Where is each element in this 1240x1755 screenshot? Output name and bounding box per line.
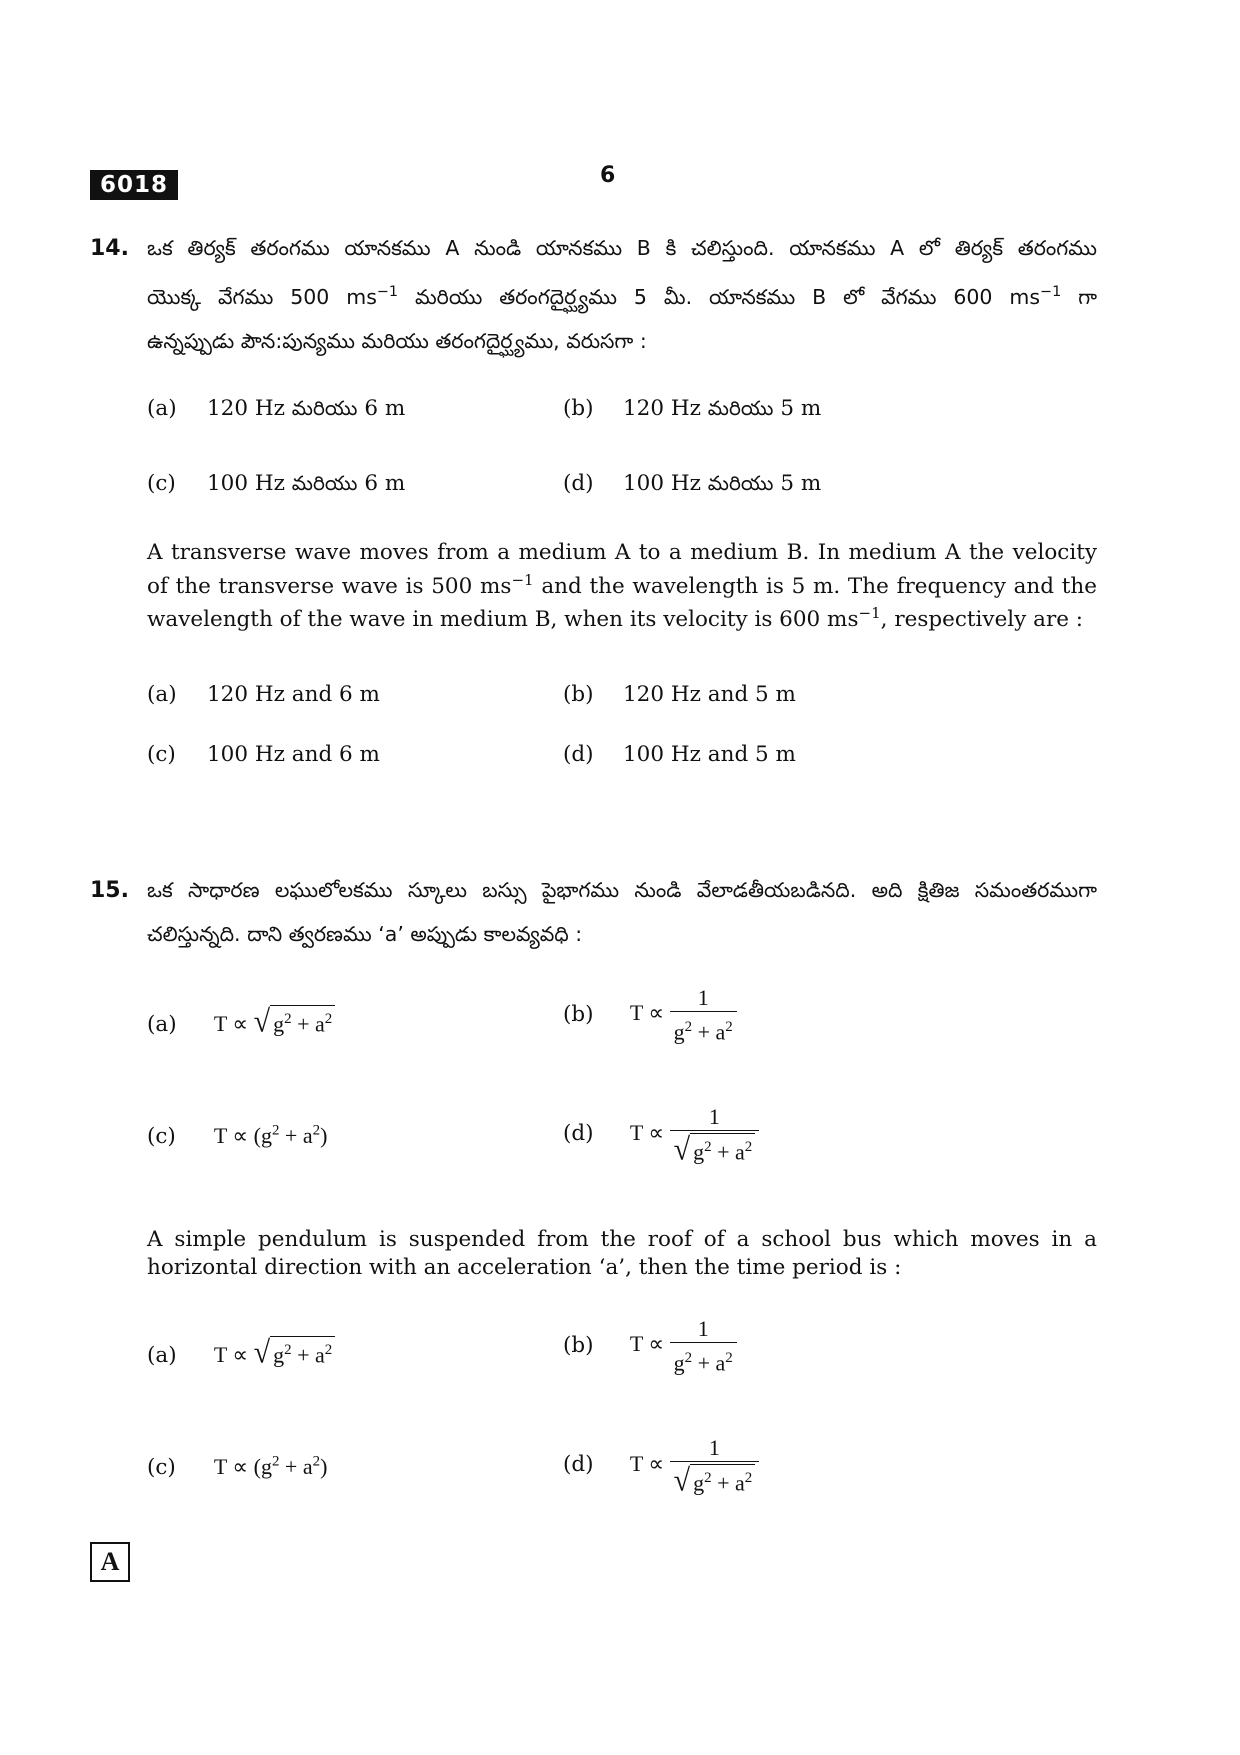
symbol-T: T [213, 1454, 227, 1480]
q15-set1-option-a[interactable] [147, 1004, 335, 1040]
q14-english-option-a[interactable] [147, 682, 380, 707]
q14-telugu-option-a[interactable] [147, 396, 405, 425]
option-conjunction: మరియు [707, 396, 774, 420]
q14-telugu-line-2-part-c: గా [1061, 284, 1098, 309]
exponent-2: 2 [312, 1454, 321, 1470]
plus-symbol: + [284, 1123, 298, 1149]
proportional-symbol: ∝ [232, 1011, 249, 1037]
q14-english-sup-2: −1 [858, 604, 881, 623]
formula-sqrt-sum [213, 1335, 335, 1371]
q14-english-option-c[interactable] [147, 742, 380, 767]
fraction [670, 1435, 760, 1499]
square-root: √ $g^2 + a^2$ [254, 1005, 336, 1037]
q14-telugu-line-2-part-a: యొక్క వేగము 500 ms [147, 284, 377, 309]
symbol-T: T [629, 1450, 643, 1476]
formula-inverse-sum [629, 985, 737, 1045]
plus-symbol: + [717, 1470, 730, 1496]
option-label: (d) [563, 471, 594, 496]
right-paren: ) [320, 1454, 328, 1480]
option-label: (a) [147, 396, 177, 421]
fraction [670, 985, 737, 1045]
plus-symbol: + [284, 1454, 298, 1480]
plus-symbol: + [697, 1350, 711, 1376]
numerator: 1 [697, 1316, 709, 1341]
q15-set2-option-d[interactable] [563, 1435, 759, 1499]
option-value: 120 Hz [207, 396, 285, 421]
q14-english-part-2: and the wavelength is 5 m. The frequency and the wavelength of the wave in medium B, when its velocity is 600 ms [147, 573, 1097, 633]
q14-telugu-option-c[interactable] [147, 471, 405, 500]
option-text: 120 Hz and 6 m [207, 682, 380, 707]
left-paren: ( [253, 1123, 261, 1149]
option-label: (b) [563, 682, 594, 707]
exponent-2: 2 [704, 1139, 712, 1155]
exponent-2: 2 [284, 1342, 292, 1358]
square-root: √ $g^2 + a^2$ [674, 1464, 756, 1496]
square-root: √ $g^2 + a^2$ [674, 1133, 756, 1165]
option-label: (c) [147, 1455, 176, 1481]
option-label: (a) [147, 682, 177, 707]
option-label: (b) [563, 1332, 594, 1358]
right-paren: ) [320, 1123, 328, 1149]
q14-telugu-option-d[interactable] [563, 471, 821, 500]
symbol-g: g [673, 1350, 685, 1376]
option-label: (b) [563, 1001, 594, 1027]
option-conjunction: మరియు [291, 471, 358, 495]
numerator: 1 [708, 1104, 720, 1129]
option-value: 100 Hz [207, 471, 285, 496]
formula-inverse-sum [629, 1316, 737, 1376]
q14-telugu-line-2 [147, 270, 1097, 319]
denominator [670, 1130, 760, 1168]
symbol-T: T [213, 1011, 227, 1037]
page-number: 6 [600, 163, 616, 188]
q14-telugu-line-3: ఉన్నప్పుడు పౌన:పున్యము మరియు తరంగదైర్ఘ్యము, వరుసగా : [147, 328, 647, 353]
plus-symbol: + [297, 1011, 310, 1037]
q15-telugu-line-1: ఒక సాధారణ లఘులోలకము స్కూలు బస్సు పైభాగము నుండి వేలాడతీయబడినది. అది క్షితిజ సమంతరముగా [147, 878, 1097, 902]
q14-telugu-sup-2: −1 [1040, 284, 1062, 300]
q14-english-part-1: A transverse wave moves from a medium A to a medium B. In medium A the velocity of the transverse wave is 500 ms [147, 540, 1097, 599]
plus-symbol: + [717, 1139, 730, 1165]
symbol-T: T [213, 1123, 227, 1149]
q15-set1-option-d[interactable] [563, 1104, 759, 1168]
paper-code-badge: 6018 [90, 170, 178, 200]
exponent-2: 2 [284, 1011, 292, 1027]
question-set-box: A [90, 1542, 130, 1582]
question-14-english-text [147, 539, 1097, 634]
symbol-T: T [629, 1119, 643, 1145]
symbol-g: g [260, 1123, 272, 1149]
q14-telugu-line-2-part-b: మరియు తరంగదైర్ఘ్యము 5 మీ. యానకము B లో వేగము 600 ms [398, 284, 1041, 309]
plus-symbol: + [697, 1019, 711, 1045]
option-text: 120 Hz and 5 m [623, 682, 796, 707]
fraction [670, 1104, 760, 1168]
symbol-a: a [715, 1019, 726, 1045]
option-value-end: 6 m [364, 471, 406, 496]
fraction [670, 1316, 737, 1376]
symbol-g: g [673, 1019, 685, 1045]
symbol-T: T [629, 1000, 643, 1026]
option-label: (c) [147, 471, 176, 496]
exponent-2: 2 [744, 1139, 753, 1155]
exponent-2: 2 [684, 1350, 693, 1366]
option-value-end: 5 m [780, 396, 822, 421]
q15-set2-option-c[interactable] [147, 1454, 327, 1480]
proportional-symbol: ∝ [232, 1454, 249, 1480]
question-14-number: 14. [90, 236, 129, 261]
exponent-2: 2 [744, 1470, 753, 1486]
question-15-number: 15. [90, 878, 129, 903]
option-text: 100 Hz and 5 m [623, 742, 796, 767]
q15-set2-option-a[interactable] [147, 1335, 335, 1371]
option-label: (c) [147, 742, 176, 767]
option-label: (a) [147, 1012, 177, 1038]
proportional-symbol: ∝ [232, 1123, 249, 1149]
plus-symbol: + [297, 1342, 310, 1368]
left-paren: ( [253, 1454, 261, 1480]
exponent-2: 2 [684, 1019, 693, 1035]
proportional-symbol: ∝ [648, 1000, 665, 1026]
option-label: (d) [563, 1121, 594, 1147]
option-conjunction: మరియు [707, 471, 774, 495]
denominator [670, 1342, 737, 1376]
symbol-a: a [314, 1342, 325, 1368]
symbol-g: g [273, 1011, 285, 1037]
option-label: (d) [563, 742, 594, 767]
option-value: 100 Hz [623, 471, 701, 496]
question-15-telugu-text [147, 868, 1097, 956]
symbol-a: a [734, 1139, 745, 1165]
denominator [670, 1011, 737, 1045]
q14-telugu-line-1: ఒక తిర్యక్ తరంగము యానకము A నుండి యానకము B కి చలిస్తుంది. యానకము A లో తిర్యక్ తరంగము [147, 236, 1097, 260]
symbol-T: T [213, 1342, 227, 1368]
exponent-2: 2 [704, 1470, 712, 1486]
option-value-end: 5 m [780, 471, 822, 496]
exponent-2: 2 [725, 1019, 733, 1035]
symbol-g: g [693, 1470, 705, 1496]
option-value: 120 Hz [623, 396, 701, 421]
numerator: 1 [697, 985, 709, 1010]
symbol-g: g [273, 1342, 285, 1368]
formula-sqrt-sum [213, 1004, 335, 1040]
q15-set2-option-b[interactable] [563, 1316, 737, 1376]
symbol-a: a [715, 1350, 726, 1376]
question-15-english-text: A simple pendulum is suspended from the roof of a school bus which moves in a horizontal direction with an acceleration ‘a’, then the time period is : [147, 1227, 1097, 1280]
option-text: 100 Hz and 6 m [207, 742, 380, 767]
option-label: (b) [563, 396, 594, 421]
q14-english-option-b[interactable] [563, 682, 796, 707]
exponent-2: 2 [271, 1123, 280, 1139]
option-label: (c) [147, 1124, 176, 1150]
option-label: (a) [147, 1343, 177, 1369]
proportional-symbol: ∝ [232, 1342, 249, 1368]
option-label: (d) [563, 1452, 594, 1478]
q14-english-sup-1: −1 [511, 570, 534, 589]
proportional-symbol: ∝ [648, 1331, 665, 1357]
question-14-telugu-text [147, 226, 1097, 363]
formula-inverse-sqrt-sum [629, 1104, 759, 1168]
formula-sum [214, 1123, 328, 1148]
exponent-2: 2 [725, 1350, 733, 1366]
symbol-a: a [302, 1454, 313, 1480]
proportional-symbol: ∝ [648, 1450, 665, 1476]
q14-english-part-3: , respectively are : [880, 607, 1084, 633]
exponent-2: 2 [324, 1011, 333, 1027]
q15-set1-option-c[interactable] [147, 1123, 327, 1149]
symbol-a: a [734, 1470, 745, 1496]
symbol-a: a [302, 1123, 313, 1149]
formula-inverse-sqrt-sum [629, 1435, 759, 1499]
proportional-symbol: ∝ [648, 1119, 665, 1145]
q14-telugu-sup-1: −1 [376, 284, 399, 300]
q14-telugu-option-b[interactable] [563, 396, 821, 425]
symbol-T: T [629, 1331, 643, 1357]
exponent-2: 2 [271, 1454, 280, 1470]
symbol-g: g [260, 1454, 272, 1480]
exponent-2: 2 [324, 1342, 333, 1358]
numerator: 1 [708, 1435, 720, 1460]
symbol-a: a [314, 1011, 325, 1037]
option-value-end: 6 m [364, 396, 406, 421]
q14-english-option-d[interactable] [563, 742, 796, 767]
formula-sum [214, 1454, 328, 1479]
exponent-2: 2 [312, 1123, 321, 1139]
symbol-g: g [693, 1139, 705, 1165]
q15-telugu-line-2: చలిస్తున్నది. దాని త్వరణము ‘a’ అప్పుడు కాలవ్యవధి : [147, 922, 583, 946]
q15-set1-option-b[interactable] [563, 985, 737, 1045]
square-root: √ $g^2 + a^2$ [254, 1336, 336, 1368]
denominator [670, 1461, 760, 1499]
option-conjunction: మరియు [291, 396, 358, 420]
